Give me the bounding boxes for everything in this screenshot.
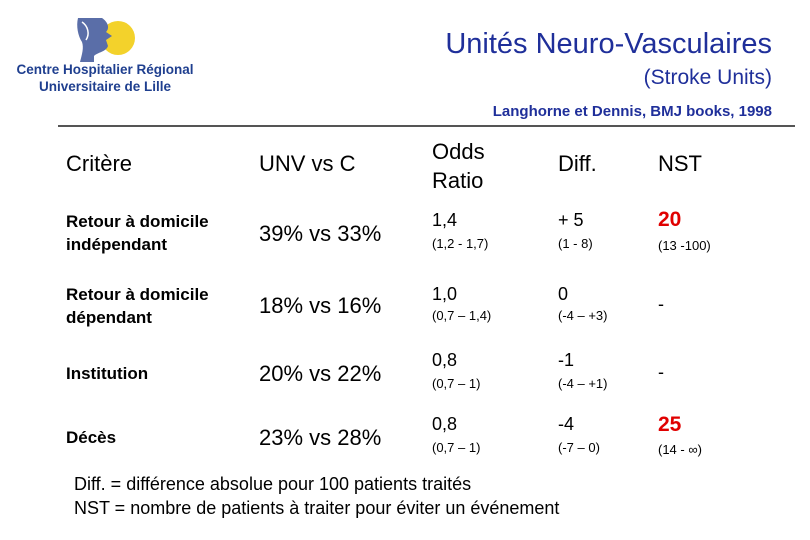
row-diff-ci: (-4 – +3) xyxy=(558,308,608,323)
row-nst-ci: (14 - ∞) xyxy=(658,442,702,457)
row-unv-vs-c: 20% vs 22% xyxy=(259,361,382,386)
row-criterion-line2: dépendant xyxy=(66,308,152,327)
chru-lille-logo xyxy=(10,12,200,94)
row-unv-vs-c: 39% vs 33% xyxy=(259,221,382,246)
row-nst: - xyxy=(658,294,664,314)
header-critere: Critère xyxy=(66,151,133,176)
footnote-line1: Diff. = différence absolue pour 100 patients traités xyxy=(74,474,472,494)
header-nst: NST xyxy=(658,151,702,176)
row-unv-vs-c: 23% vs 28% xyxy=(259,425,382,450)
footnote-line2: NST = nombre de patients à traiter pour éviter un événement xyxy=(74,498,560,518)
row-criterion-line1: Retour à domicile xyxy=(66,212,209,231)
stylized-face-and-sun-logo-icon xyxy=(68,16,148,62)
header-odds-line2: Ratio xyxy=(432,168,484,193)
row-nst: - xyxy=(658,362,664,382)
row-odds-ratio: 1,0 xyxy=(432,284,458,304)
row-unv-vs-c: 18% vs 16% xyxy=(259,293,382,318)
row-diff-ci: (-7 – 0) xyxy=(558,440,600,455)
row-diff: -4 xyxy=(558,414,575,434)
row-odds-ratio-ci: (0,7 – 1) xyxy=(432,376,481,391)
row-diff: -1 xyxy=(558,350,575,370)
row-diff: + 5 xyxy=(558,210,584,230)
row-diff: 0 xyxy=(558,284,569,304)
header-divider xyxy=(58,125,795,127)
header-unv-vs-c: UNV vs C xyxy=(259,151,356,176)
logo-text-line1: Centre Hospitalier Régional xyxy=(16,62,194,77)
row-nst-ci: (13 -100) xyxy=(658,238,711,253)
row-criterion-line1: Retour à domicile xyxy=(66,285,209,304)
slide-subtitle: (Stroke Units) xyxy=(643,66,772,89)
row-diff-ci: (-4 – +1) xyxy=(558,376,608,391)
row-nst: 20 xyxy=(658,208,682,231)
row-odds-ratio-ci: (1,2 - 1,7) xyxy=(432,236,489,251)
footnote xyxy=(74,472,559,520)
row-odds-ratio: 1,4 xyxy=(432,210,458,230)
row-odds-ratio: 0,8 xyxy=(432,350,458,370)
header-diff: Diff. xyxy=(558,151,597,176)
logo-text-line2: Universitaire de Lille xyxy=(38,79,172,94)
row-nst: 25 xyxy=(658,413,682,436)
row-odds-ratio-ci: (0,7 – 1) xyxy=(432,440,481,455)
row-odds-ratio-ci: (0,7 – 1,4) xyxy=(432,308,492,323)
slide-title: Unités Neuro-Vasculaires xyxy=(445,28,772,60)
row-diff-ci: (1 - 8) xyxy=(558,236,593,251)
row-criterion-line1: Institution xyxy=(66,364,149,383)
row-criterion-line2: indépendant xyxy=(66,235,168,254)
reference-citation: Langhorne et Dennis, BMJ books, 1998 xyxy=(492,103,772,120)
header-odds-line1: Odds xyxy=(432,139,485,164)
row-odds-ratio: 0,8 xyxy=(432,414,458,434)
row-criterion-line1: Décès xyxy=(66,428,117,447)
